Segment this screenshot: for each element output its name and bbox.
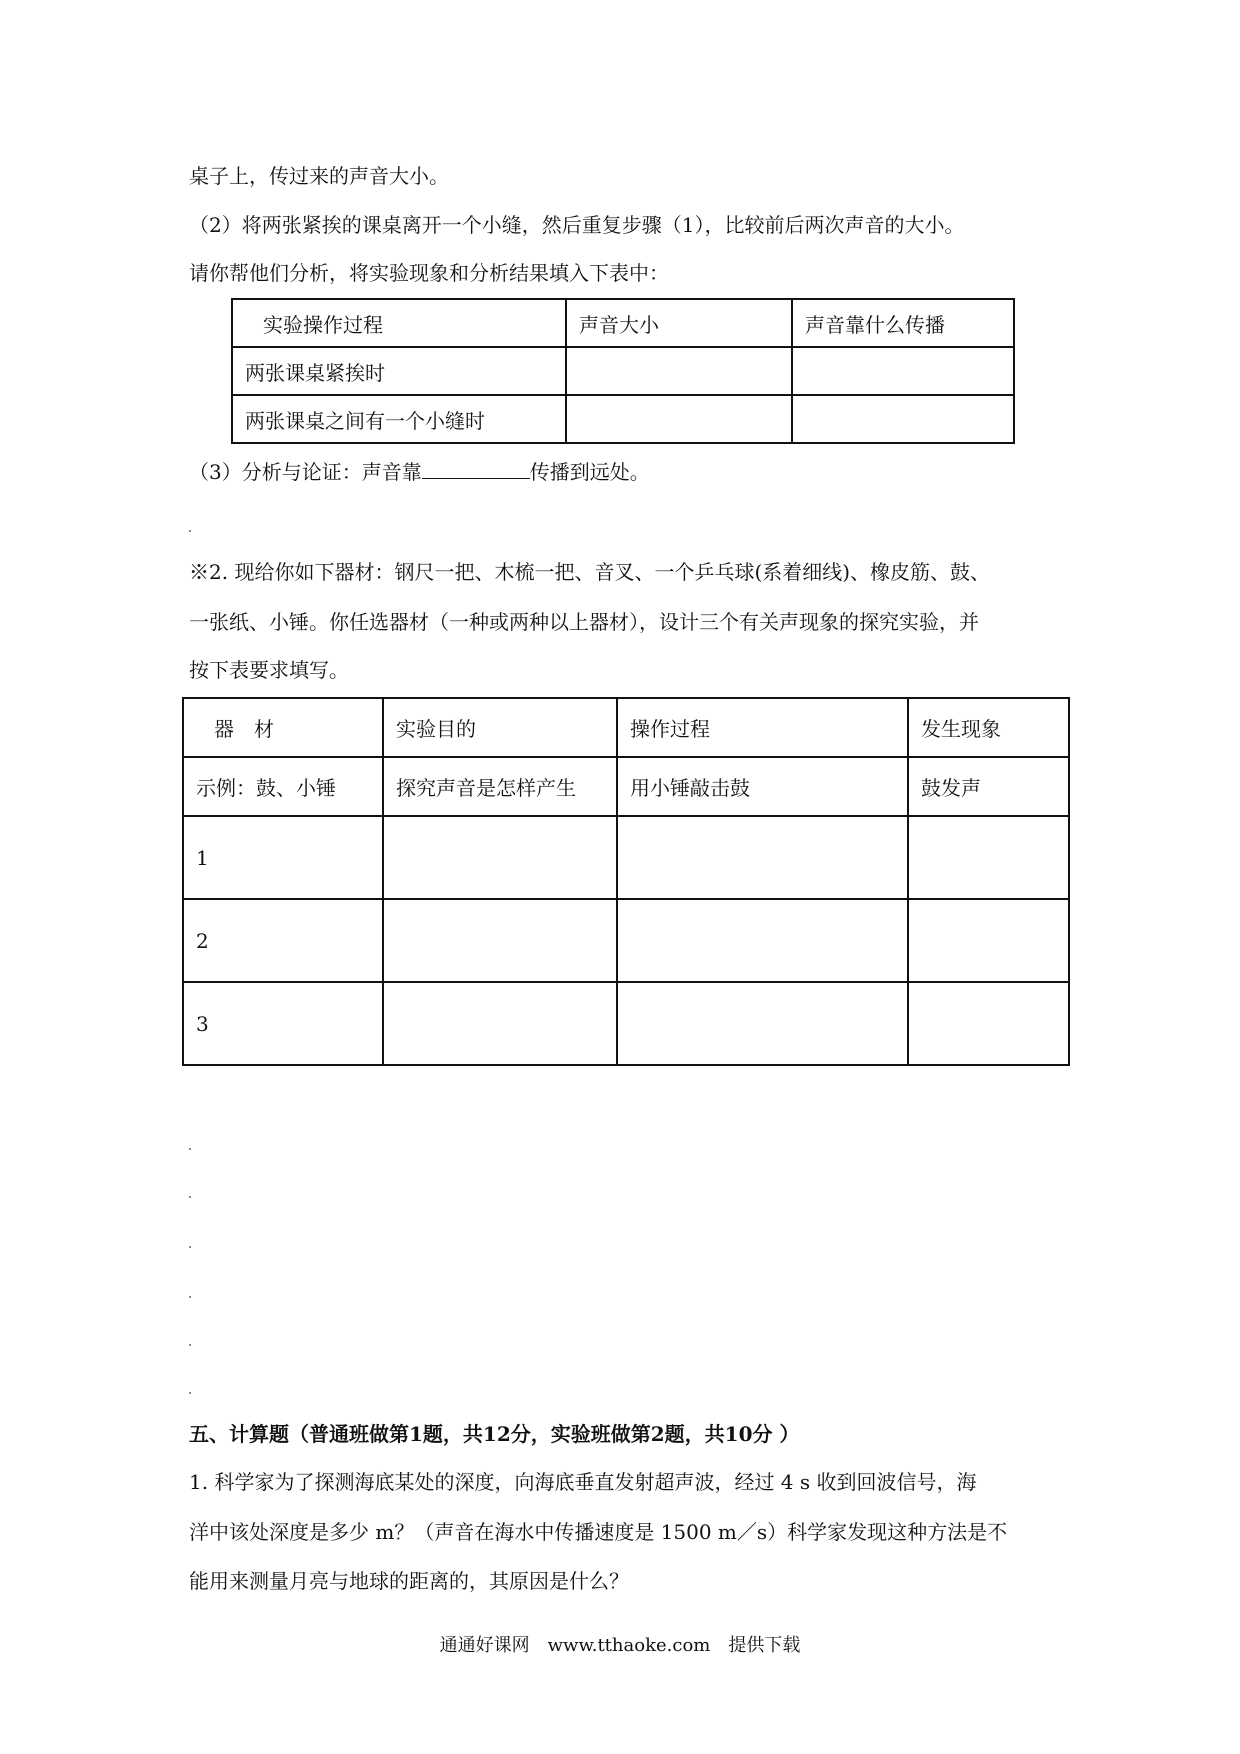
fill-in-line xyxy=(189,458,650,486)
table-header: 实验操作过程 xyxy=(232,299,566,347)
text-line: （2）将两张紧挨的课桌离开一个小缝，然后重复步骤（1），比较前后两次声音的大小。 xyxy=(189,213,965,237)
text-line: 1. 科学家为了探测海底某处的深度，向海底垂直发射超声波，经过 4 s 收到回波信号，海 xyxy=(189,1470,977,1494)
text-segment: 传播到远处。 xyxy=(529,460,650,484)
stray-dot xyxy=(189,1344,191,1346)
table-cell: 两张课桌之间有一个小缝时 xyxy=(232,395,566,443)
text-line: 按下表要求填写。 xyxy=(189,658,349,682)
stray-dot xyxy=(189,530,191,532)
table-cell: 两张课桌紧挨时 xyxy=(232,347,566,395)
table-cell[interactable] xyxy=(383,982,617,1065)
row-number: 1 xyxy=(183,816,383,899)
table-cell[interactable] xyxy=(383,816,617,899)
stray-dot xyxy=(189,1246,191,1248)
table-cell[interactable] xyxy=(566,395,792,443)
table-cell[interactable] xyxy=(792,395,1014,443)
stray-dot xyxy=(189,1392,191,1394)
table-cell[interactable] xyxy=(617,816,908,899)
example-cell: 用小锤敲击鼓 xyxy=(617,757,908,816)
table-cell[interactable] xyxy=(908,982,1069,1065)
table-header: 实验目的 xyxy=(383,698,617,757)
example-cell: 示例：鼓、小锤 xyxy=(183,757,383,816)
results-table xyxy=(231,298,1015,444)
table-header: 器 材 xyxy=(183,698,383,757)
table-cell[interactable] xyxy=(908,816,1069,899)
text-segment: （3）分析与论证：声音靠 xyxy=(189,460,422,484)
table-header: 发生现象 xyxy=(908,698,1069,757)
table-cell[interactable] xyxy=(617,982,908,1065)
text-line: 洋中该处深度是多少 m？（声音在海水中传播速度是 1500 m／s）科学家发现这种方法是不 xyxy=(189,1520,1008,1544)
table-header: 声音大小 xyxy=(566,299,792,347)
answer-blank[interactable] xyxy=(422,458,530,479)
table-cell[interactable] xyxy=(908,899,1069,982)
stray-dot xyxy=(189,1296,191,1298)
table-header: 操作过程 xyxy=(617,698,908,757)
page-footer: 通通好课网 www.tthaoke.com 提供下载 xyxy=(439,1635,801,1656)
example-cell: 鼓发声 xyxy=(908,757,1069,816)
row-number: 3 xyxy=(183,982,383,1065)
table-cell[interactable] xyxy=(792,347,1014,395)
section-heading: 五、计算题（普通班做第1题，共12分，实验班做第2题，共10分 ） xyxy=(189,1422,800,1446)
text-line: 一张纸、小锤。你任选器材（一种或两种以上器材），设计三个有关声现象的探究实验，并 xyxy=(189,610,979,634)
experiment-table xyxy=(182,697,1070,1066)
table-header: 声音靠什么传播 xyxy=(792,299,1014,347)
example-cell: 探究声音是怎样产生 xyxy=(383,757,617,816)
text-line: ※2. 现给你如下器材：钢尺一把、木梳一把、音叉、一个乒乓球(系着细线)、橡皮筋、鼓、 xyxy=(189,560,991,584)
table-cell[interactable] xyxy=(566,347,792,395)
table-cell[interactable] xyxy=(383,899,617,982)
stray-dot xyxy=(189,1196,191,1198)
text-line: 请你帮他们分析，将实验现象和分析结果填入下表中： xyxy=(189,261,669,285)
table-cell[interactable] xyxy=(617,899,908,982)
text-line: 能用来测量月亮与地球的距离的，其原因是什么？ xyxy=(189,1569,629,1593)
stray-dot xyxy=(189,1148,191,1150)
text-line: 桌子上，传过来的声音大小。 xyxy=(189,164,449,188)
row-number: 2 xyxy=(183,899,383,982)
